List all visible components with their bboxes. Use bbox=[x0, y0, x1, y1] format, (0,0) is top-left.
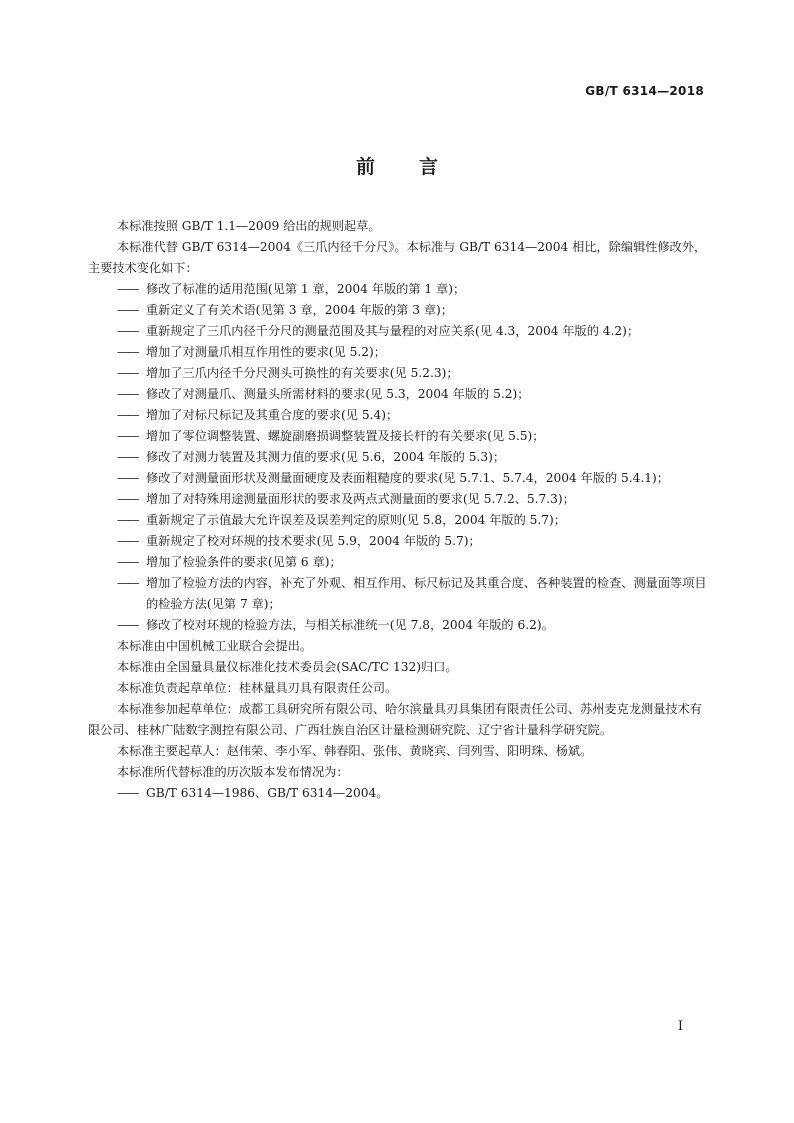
list-item-text: 增加了三爪内径千分尺测头可换性的有关要求(见 5.2.3)； bbox=[146, 366, 459, 380]
list-item bbox=[88, 531, 708, 552]
paragraph: 本标准代替 GB/T 6314—2004《三爪内径千分尺》。本标准与 GB/T 6314—2004 相比，除编辑性修改外，主要技术变化如下： bbox=[88, 240, 707, 275]
list-item bbox=[88, 573, 708, 615]
paragraph: 本标准参加起草单位：成都工具研究所有限公司、哈尔滨量具刃具集团有限责任公司、苏州麦克龙测量技术有限公司、桂林广陆数字测控有限公司、广西壮族自治区计量检测研究院、辽宁省计量科学研究院。 bbox=[88, 702, 702, 737]
paragraph: 本标准由全国量具量仪标准化技术委员会(SAC/TC 132)归口。 bbox=[117, 660, 458, 674]
list-item-text: 重新规定了示值最大允许误差及误差判定的原则(见 5.8，2004 年版的 5.7)； bbox=[146, 513, 566, 527]
list-item-text: 增加了对标尺标记及其重合度的要求(见 5.4)； bbox=[146, 408, 399, 422]
dash-marker: —— bbox=[117, 408, 138, 422]
dash-marker: —— bbox=[117, 534, 138, 548]
foreword-body bbox=[88, 216, 708, 804]
list-item-text: 修改了校对环规的检验方法，与相关标准统一(见 7.8，2004 年版的 6.2)。 bbox=[146, 618, 554, 632]
dash-marker: —— bbox=[117, 618, 138, 632]
standard-number: GB/T 6314—2018 bbox=[585, 84, 704, 98]
list-item-text: 重新规定了三爪内径千分尺的测量范围及其与量程的对应关系(见 4.3，2004 年版的 4.2)； bbox=[146, 324, 640, 338]
dash-marker: —— bbox=[117, 324, 138, 338]
dash-marker: —— bbox=[117, 555, 138, 569]
list-item bbox=[88, 615, 708, 636]
list-item-text: 修改了对测力装置及其测力值的要求(见 5.6，2004 年版的 5.3)； bbox=[146, 450, 506, 464]
paragraph: 本标准按照 GB/T 1.1—2009 给出的规则起草。 bbox=[117, 219, 381, 233]
paragraph: 本标准负责起草单位：桂林量具刃具有限责任公司。 bbox=[117, 681, 398, 695]
list-item bbox=[88, 363, 708, 384]
list-item bbox=[88, 489, 708, 510]
dash-marker: —— bbox=[117, 282, 138, 296]
dash-marker: —— bbox=[117, 513, 138, 527]
list-item-text: 重新定义了有关术语(见第 3 章，2004 年版的第 3 章)； bbox=[146, 303, 453, 317]
paragraph: 本标准所代替标准的历次版本发布情况为： bbox=[117, 765, 349, 779]
dash-marker: —— bbox=[117, 303, 138, 317]
list-item bbox=[88, 321, 708, 342]
paragraph: 本标准主要起草人：赵伟荣、李小军、韩春阳、张伟、黄晓宾、闫列雪、阳明珠、杨斌。 bbox=[117, 744, 593, 758]
list-item-text: 增加了检验方法的内容，补充了外观、相互作用、标尺标记及其重合度、各种装置的检查、测量面等项目的检验方法(见第 7 章)； bbox=[146, 576, 707, 611]
dash-marker: —— bbox=[117, 786, 138, 800]
history-item bbox=[88, 783, 708, 804]
paragraph: 本标准由中国机械工业联合会提出。 bbox=[117, 639, 312, 653]
list-item bbox=[88, 405, 708, 426]
dash-marker: —— bbox=[117, 387, 138, 401]
title-char-2: 言 bbox=[419, 156, 439, 178]
changes-list bbox=[88, 279, 708, 636]
dash-marker: —— bbox=[117, 576, 138, 590]
list-item-text: 增加了检验条件的要求(见第 6 章)； bbox=[146, 555, 342, 569]
dash-marker: —— bbox=[117, 366, 138, 380]
dash-marker: —— bbox=[117, 345, 138, 359]
list-item bbox=[88, 342, 708, 363]
list-item bbox=[88, 300, 708, 321]
list-item bbox=[88, 552, 708, 573]
list-item-text: 增加了对测量爪相互作用性的要求(见 5.2)； bbox=[146, 345, 386, 359]
dash-marker: —— bbox=[117, 450, 138, 464]
list-item-text: 增加了零位调整装置、螺旋副磨损调整装置及接长杆的有关要求(见 5.5)； bbox=[146, 429, 545, 443]
page-title bbox=[0, 152, 794, 179]
list-item-text: 修改了对测量面形状及测量面硬度及表面粗糙度的要求(见 5.7.1、5.7.4，2004 年版的 5.4.1)； bbox=[146, 471, 669, 485]
title-char-1: 前 bbox=[355, 156, 375, 178]
dash-marker: —— bbox=[117, 471, 138, 485]
list-item bbox=[88, 426, 708, 447]
list-item bbox=[88, 468, 708, 489]
list-item-text: 修改了标准的适用范围(见第 1 章，2004 年版的第 1 章)； bbox=[146, 282, 466, 296]
list-item-text: 重新规定了校对环规的技术要求(见 5.9，2004 年版的 5.7)； bbox=[146, 534, 481, 548]
list-item bbox=[88, 447, 708, 468]
list-item bbox=[88, 384, 708, 405]
dash-marker: —— bbox=[117, 429, 138, 443]
page-number: I bbox=[677, 1019, 683, 1034]
list-item bbox=[88, 510, 708, 531]
list-item-text: 增加了对特殊用途测量面形状的要求及两点式测量面的要求(见 5.7.2、5.7.3)； bbox=[146, 492, 575, 506]
history-text: GB/T 6314—1986、GB/T 6314—2004。 bbox=[146, 786, 389, 800]
dash-marker: —— bbox=[117, 492, 138, 506]
list-item-text: 修改了对测量爪、测量头所需材料的要求(见 5.3，2004 年版的 5.2)； bbox=[146, 387, 530, 401]
list-item bbox=[88, 279, 708, 300]
